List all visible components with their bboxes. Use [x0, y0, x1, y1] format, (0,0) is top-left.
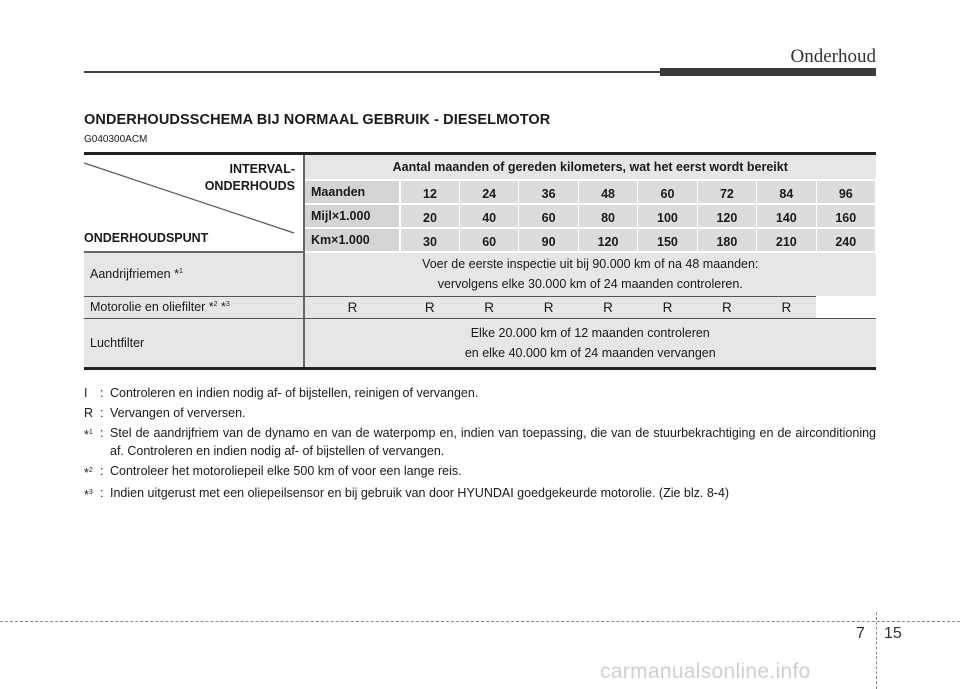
replace-marker: R — [459, 296, 518, 318]
interval-main-header: Aantal maanden of gereden kilometers, wat het eerst wordt bereikt — [304, 154, 876, 181]
miles-value: 120 — [697, 204, 756, 228]
interval-header-line2: ONDERHOUDS — [204, 179, 295, 193]
km-value: 60 — [459, 228, 518, 252]
interval-text-line: vervolgens elke 30.000 km of 24 maanden controleren. — [437, 277, 743, 292]
chapter-title: Onderhoud — [790, 46, 876, 67]
footer-vertical-divider — [876, 612, 877, 689]
item-interval-drive-belts — [304, 252, 876, 296]
item-label-air-filter: Luchtfilter — [84, 318, 304, 368]
km-value: 210 — [757, 228, 816, 252]
note-colon: : — [100, 486, 104, 501]
miles-value: 20 — [400, 204, 459, 228]
table-row — [84, 296, 876, 318]
interval-header — [205, 161, 295, 195]
km-value: 30 — [400, 228, 459, 252]
footnote-marker: 3 — [225, 300, 230, 308]
note-key — [84, 484, 100, 504]
section-title: ONDERHOUDSSCHEMA BIJ NORMAAL GEBRUIK - DIESELMOTOR — [84, 112, 551, 128]
note-colon: : — [100, 386, 104, 400]
table-corner-header — [84, 154, 304, 253]
note-key-star: * — [84, 428, 89, 443]
item-label-text: Motorolie en oliefilter * — [90, 300, 214, 314]
table-row — [84, 318, 876, 368]
footnote-marker: 2 — [213, 300, 218, 308]
interval-text-line: Voer de eerste inspectie uit bij 90.000 km of na 48 maanden: — [422, 257, 759, 272]
note-colon: : — [100, 426, 104, 440]
note-item — [84, 384, 876, 402]
replace-marker: R — [638, 296, 697, 318]
months-value: 12 — [400, 180, 459, 204]
km-value: 150 — [638, 228, 697, 252]
item-interval-air-filter — [304, 318, 876, 368]
item-label-drive-belts — [84, 252, 304, 296]
note-text: Vervangen of verversen. — [110, 406, 246, 420]
replace-marker: R — [400, 296, 459, 318]
miles-value: 160 — [816, 204, 875, 228]
months-value: 36 — [519, 180, 578, 204]
item-label-text: Aandrijfriemen * — [90, 267, 179, 282]
footnote-marker: 3 — [88, 489, 93, 497]
replace-marker: R — [578, 296, 637, 318]
km-value: 90 — [519, 228, 578, 252]
header-rule — [84, 71, 660, 73]
note-key-star: * — [84, 466, 89, 481]
watermark: carmanualsonline.info — [600, 660, 811, 683]
interval-text-line: en elke 40.000 km of 24 maanden vervangen — [464, 345, 716, 360]
page-number: 15 — [884, 625, 902, 642]
section-code: G040300ACM — [84, 134, 148, 145]
note-key — [84, 462, 100, 482]
note-key-star: * — [84, 488, 89, 503]
miles-value: 80 — [578, 204, 637, 228]
footnote-marker: 2 — [88, 467, 93, 474]
months-value: 72 — [697, 180, 756, 204]
replace-marker: R — [697, 296, 756, 318]
months-value: 84 — [757, 180, 816, 204]
note-colon: : — [100, 464, 104, 478]
maintenance-schedule-table — [84, 152, 876, 370]
months-value: 48 — [578, 180, 637, 204]
header-rule-thick — [660, 68, 876, 76]
footnote-marker: 1 — [88, 429, 93, 436]
note-text: Stel de aandrijfriem van de dynamo en van de waterpomp en, indien van toepassing, die van de stuurbekrachtiging en de airconditioning af. Controleren en indien nodig af- of bijstellen of vervangen. — [110, 426, 876, 458]
miles-value: 140 — [757, 204, 816, 228]
unit-label-miles: Mijl×1.000 — [304, 204, 400, 228]
item-label-engine-oil: Motorolie en oliefilter *$^2$ *$^3$ — [84, 296, 304, 318]
months-value: 96 — [816, 180, 875, 204]
months-value: 24 — [459, 180, 518, 204]
note-item — [84, 462, 876, 482]
note-item — [84, 424, 876, 460]
km-value: 240 — [816, 228, 875, 252]
note-key: I — [84, 386, 88, 400]
unit-label-months: Maanden — [304, 180, 400, 204]
footer-divider — [0, 621, 960, 622]
note-colon: : — [100, 406, 104, 420]
maintenance-point-header: ONDERHOUDSPUNT — [84, 231, 209, 245]
legend-notes — [84, 384, 876, 506]
note-key: R — [84, 406, 94, 420]
miles-value: 60 — [519, 204, 578, 228]
replace-marker: R — [519, 296, 578, 318]
chapter-number: 7 — [856, 625, 865, 642]
miles-value: 100 — [638, 204, 697, 228]
km-value: 120 — [578, 228, 637, 252]
note-text: Controleer het motoroliepeil elke 500 km of voor een lange reis. — [110, 464, 462, 478]
interval-text-line: Elke 20.000 km of 12 maanden controleren — [470, 325, 710, 340]
months-value: 60 — [638, 180, 697, 204]
km-value: 180 — [697, 228, 756, 252]
note-key — [84, 424, 100, 460]
footnote-marker: 1 — [178, 268, 183, 276]
table-row — [84, 252, 876, 296]
note-item — [84, 484, 876, 504]
note-text: Indien uitgerust met een oliepeilsensor en bij gebruik van door HYUNDAI goedgekeurde motorolie. (Zie blz. 8-4) — [110, 486, 730, 501]
note-text: Controleren en indien nodig af- of bijstellen, reinigen of vervangen. — [110, 386, 479, 400]
replace-marker: R — [304, 296, 400, 318]
miles-value: 40 — [459, 204, 518, 228]
unit-label-km: Km×1.000 — [304, 228, 400, 252]
note-item — [84, 404, 876, 422]
interval-header-line1: INTERVAL- — [229, 162, 295, 176]
replace-marker: R — [757, 296, 816, 318]
